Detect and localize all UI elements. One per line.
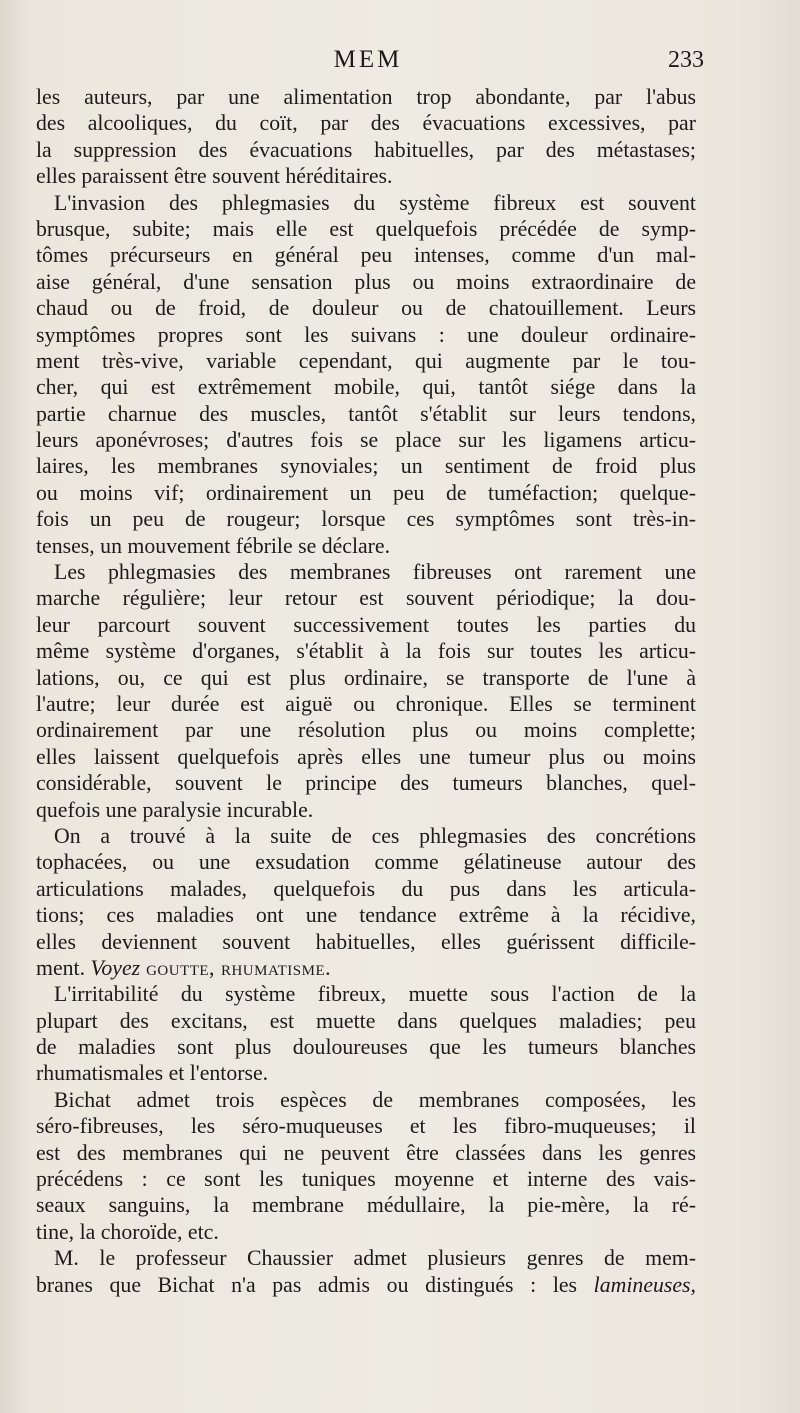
text-fragment: , — [690, 1272, 696, 1297]
text-line: est des membranes qui ne peuvent être classées dans les genres — [36, 1140, 696, 1165]
body-text — [36, 84, 696, 1298]
text-line: précédens : ce sont les tuniques moyenne et interne des vais- — [36, 1167, 696, 1192]
text-line: chaud ou de froid, de douleur ou de chatouillement. Leurs — [36, 296, 696, 321]
text-line: tophacées, ou une exsudation comme gélatineuse autour des — [36, 850, 696, 875]
paragraph — [36, 84, 696, 190]
italic-term: lamineuses — [593, 1272, 691, 1297]
paragraph — [36, 981, 696, 1087]
text-line: elles paraissent être souvent héréditaires. — [36, 164, 393, 189]
cross-reference-terms: goutte, rhumatisme. — [140, 955, 332, 980]
text-line: les auteurs, par une alimentation trop abondante, par l'abus — [36, 85, 696, 109]
text-line: tômes précurseurs en général peu intenses, comme d'un mal- — [36, 243, 696, 268]
text-line: symptômes propres sont les suivans : une douleur ordinaire- — [36, 322, 696, 347]
running-head-title: MEM — [333, 46, 403, 73]
text-line: partie charnue des muscles, tantôt s'établit sur leurs tendons, — [36, 401, 696, 426]
text-line: M. le professeur Chaussier admet plusieurs genres de mem- — [54, 1246, 696, 1271]
paragraph — [36, 823, 696, 981]
text-fragment: ment. — [36, 955, 91, 980]
page-number: 233 — [668, 47, 704, 73]
text-line: elles deviennent souvent habituelles, elles guérissent difficile- — [36, 929, 696, 954]
text-line: elles laissent quelquefois après elles une tumeur plus ou moins — [36, 744, 696, 769]
text-line: tions; ces maladies ont une tendance extrême à la récidive, — [36, 903, 696, 928]
text-line: ou moins vif; ordinairement un peu de tuméfaction; quelque- — [36, 480, 696, 505]
text-line: ment très-vive, variable cependant, qui augmente par le tou- — [36, 348, 696, 373]
cross-reference-voyez: Voyez — [90, 955, 141, 980]
text-line: quefois une paralysie incurable. — [36, 797, 314, 822]
paragraph — [36, 559, 696, 823]
text-line — [36, 955, 696, 981]
text-line — [36, 1272, 696, 1298]
text-line: ordinairement par une résolution plus ou moins complette; — [36, 718, 696, 743]
text-line: l'autre; leur durée est aiguë ou chronique. Elles se terminent — [36, 691, 696, 716]
text-line: On a trouvé à la suite de ces phlegmasies des concrétions — [54, 823, 696, 848]
text-line: tenses, un mouvement fébrile se déclare. — [36, 533, 391, 558]
text-line: plupart des excitans, est muette dans quelques maladies; peu — [36, 1008, 696, 1033]
text-line: leurs aponévroses; d'autres fois se place sur les ligamens articu- — [36, 428, 696, 453]
text-line: L'irritabilité du système fibreux, muette sous l'action de la — [54, 982, 696, 1007]
text-line: brusque, subite; mais elle est quelquefois précédée de symp- — [36, 216, 696, 241]
text-line: lations, ou, ce qui est plus ordinaire, se transporte de l'une à — [36, 665, 696, 690]
text-line: marche régulière; leur retour est souvent périodique; la dou- — [36, 586, 696, 611]
paragraph — [36, 190, 696, 559]
text-line: laires, les membranes synoviales; un sentiment de froid plus — [36, 454, 696, 479]
text-fragment: branes que Bichat n'a pas admis ou distingués : les — [36, 1272, 594, 1297]
paragraph — [36, 1245, 696, 1298]
text-line: aise général, d'une sensation plus ou moins extraordinaire de — [36, 269, 696, 294]
text-line: leur parcourt souvent successivement toutes les parties du — [36, 612, 696, 637]
text-line: la suppression des évacuations habituelles, par des métastases; — [36, 137, 696, 162]
text-line: L'invasion des phlegmasies du système fibreux est souvent — [54, 190, 696, 215]
text-line: considérable, souvent le principe des tumeurs blanches, quel- — [36, 771, 696, 796]
text-line: de maladies sont plus douloureuses que les tumeurs blanches — [36, 1035, 696, 1060]
text-line: tine, la choroïde, etc. — [36, 1219, 219, 1244]
text-line: même système d'organes, s'établit à la fois sur toutes les articu- — [36, 639, 696, 664]
text-line: seaux sanguins, la membrane médullaire, la pie-mère, la ré- — [36, 1193, 696, 1218]
text-line: articulations malades, quelquefois du pus dans les articula- — [36, 876, 696, 901]
text-line: cher, qui est extrêmement mobile, qui, tantôt siége dans la — [36, 375, 696, 400]
text-line: Les phlegmasies des membranes fibreuses ont rarement une — [54, 560, 696, 585]
text-line: séro-fibreuses, les séro-muqueuses et les fibro-muqueuses; il — [36, 1114, 696, 1139]
paragraph — [36, 1087, 696, 1245]
text-line: fois un peu de rougeur; lorsque ces symptômes sont très-in- — [36, 507, 696, 532]
text-line: des alcooliques, du coït, par des évacuations excessives, par — [36, 111, 696, 136]
text-line: rhumatismales et l'entorse. — [36, 1061, 269, 1086]
text-line: Bichat admet trois espèces de membranes composées, les — [54, 1087, 696, 1112]
running-head — [36, 46, 704, 78]
